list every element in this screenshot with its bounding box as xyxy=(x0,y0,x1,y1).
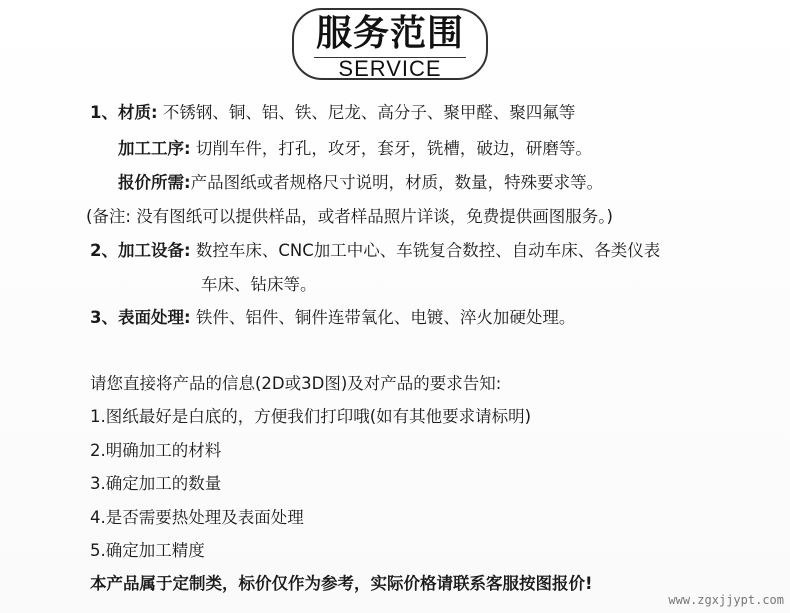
header-title: 服务范围 xyxy=(315,13,464,54)
service-material-prefix: 1、 xyxy=(90,103,118,122)
service-surface-text: 铁件、铝件、铜件连带氧化、电镀、淬火加硬处理。 xyxy=(195,308,576,327)
service-equipment-label: 加工设备: xyxy=(117,241,191,260)
service-equipment-text: 数控车床、CNC加工中心、车铣复合数控、自动车床、各类仪表 xyxy=(195,241,661,260)
service-surface-label: 表面处理: xyxy=(117,308,191,327)
service-process-line xyxy=(118,138,592,160)
service-process-text: 切削车件，打孔，攻牙，套牙，铣槽，破边，研磨等。 xyxy=(195,139,592,158)
header-badge xyxy=(292,8,488,80)
header-subtitle: SERVICE xyxy=(338,56,442,81)
instruction-step-1: 1.图纸最好是白底的，方便我们打印哦(如有其他要求请标明) xyxy=(90,407,532,426)
service-equipment-cont: 车床、钻床等。 xyxy=(201,275,317,294)
pricing-footer: 本产品属于定制类，标价仅作为参考，实际价格请联系客服按图报价! xyxy=(90,574,593,593)
service-equipment-prefix: 2、 xyxy=(90,241,118,260)
service-process-label: 加工工序: xyxy=(118,139,191,158)
service-material-line xyxy=(90,102,575,124)
instructions-intro: 请您直接将产品的信息(2D或3D图)及对产品的要求告知: xyxy=(90,374,502,393)
service-note: (备注: 没有图纸可以提供样品，或者样品照片详谈，免费提供画图服务。) xyxy=(86,207,613,226)
instruction-step-4: 4.是否需要热处理及表面处理 xyxy=(90,508,304,527)
instruction-step-2: 2.明确加工的材料 xyxy=(90,441,222,460)
service-equipment-line xyxy=(90,240,660,262)
service-quote-text: 产品图纸或者规格尺寸说明，材质，数量，特殊要求等。 xyxy=(190,173,604,192)
service-material-text: 不锈钢、铜、铝、铁、尼龙、高分子、聚甲醛、聚四氟等 xyxy=(162,103,576,122)
service-quote-label: 报价所需: xyxy=(118,173,191,192)
instruction-step-5: 5.确定加工精度 xyxy=(90,541,205,560)
service-surface-line xyxy=(90,307,575,329)
instruction-step-3: 3.确定加工的数量 xyxy=(90,474,222,493)
service-quote-line xyxy=(118,172,603,194)
service-material-label: 材质: xyxy=(117,103,158,122)
site-watermark: www.zgxjjypt.com xyxy=(668,593,784,607)
service-surface-prefix: 3、 xyxy=(90,308,118,327)
